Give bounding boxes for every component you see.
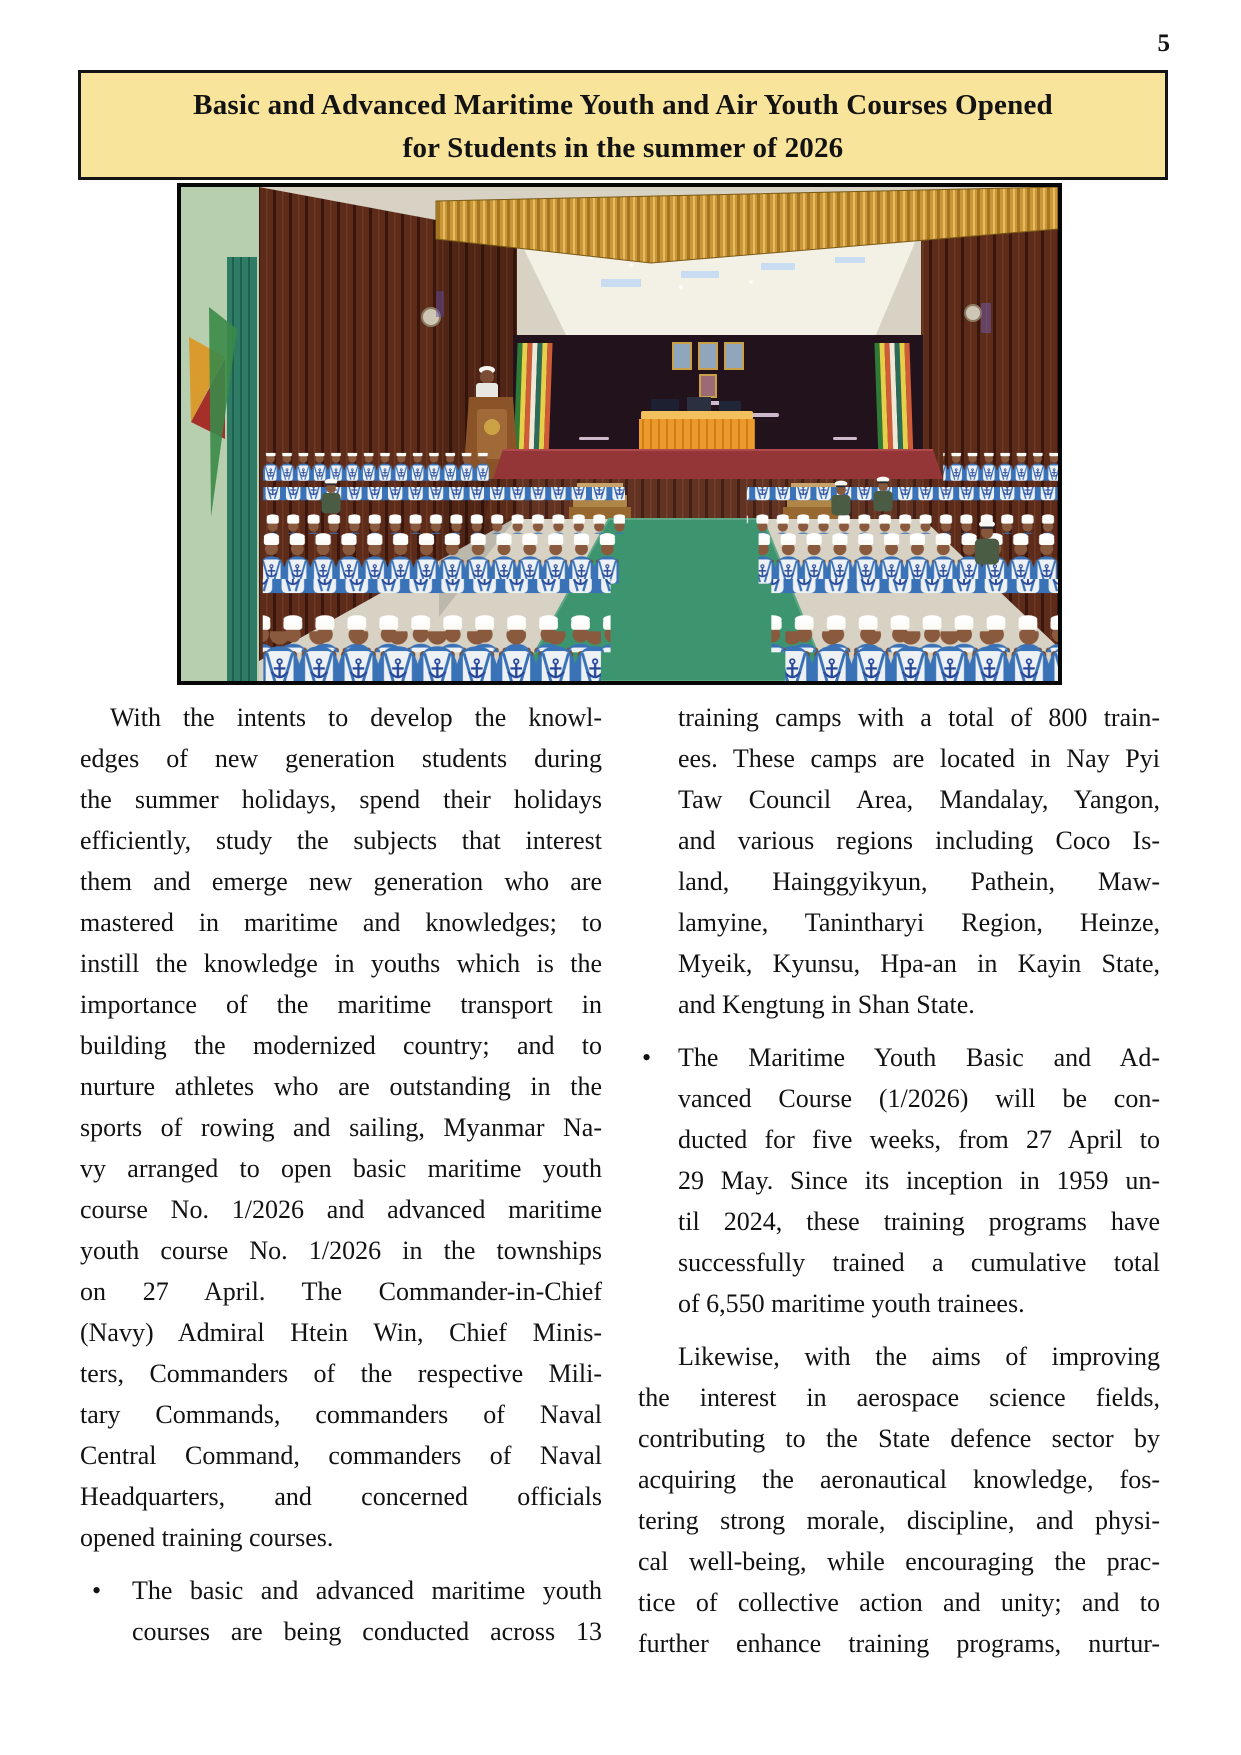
stage-table <box>639 397 755 455</box>
body-line: importance of the maritime transport in <box>80 990 602 1019</box>
body-line: the summer holidays, spend their holidays <box>80 785 602 814</box>
body-line: tice of collective action and unity; and to <box>638 1588 1160 1617</box>
body-line: til 2024, these training programs have <box>678 1207 1160 1236</box>
body-line: and Kengtung in Shan State. <box>678 990 975 1019</box>
body-line: youth course No. 1/2026 in the townships <box>80 1236 602 1265</box>
bullet-line <box>638 1037 1160 1078</box>
bullet-marker: • <box>642 1043 652 1072</box>
body-line: contributing to the State defence sector by <box>638 1424 1160 1453</box>
article-photo <box>177 183 1062 685</box>
bullet-text: The Maritime Youth Basic and Ad- <box>678 1043 1160 1072</box>
body-line: of 6,550 maritime youth trainees. <box>678 1289 1025 1318</box>
body-line: successfully trained a cumulative total <box>678 1248 1160 1277</box>
body-line: ters, Commanders of the respective Mili- <box>80 1359 602 1388</box>
body-line: mastered in maritime and knowledges; to <box>80 908 602 937</box>
body-line: cal well-being, while encouraging the prac- <box>638 1547 1160 1576</box>
body-line: acquiring the aeronautical knowledge, fos- <box>638 1465 1160 1494</box>
body-line: edges of new generation students during <box>80 744 602 773</box>
column-left <box>80 697 602 1652</box>
body-line: further enhance training programs, nurtur- <box>638 1629 1160 1658</box>
bullet-marker: • <box>92 1576 102 1605</box>
column-right <box>638 697 1160 1664</box>
body-line: lamyine, Tanintharyi Region, Heinze, <box>678 908 1160 937</box>
bullet-line <box>80 1570 602 1611</box>
body-line: With the intents to develop the knowl- <box>110 703 602 732</box>
body-line: land, Hainggyikyun, Pathein, Maw- <box>678 867 1160 896</box>
body-line: the interest in aerospace science fields, <box>638 1383 1160 1412</box>
bullet-text: The basic and advanced maritime youth <box>132 1576 602 1605</box>
body-line: Headquarters, and concerned officials <box>80 1482 602 1511</box>
body-line: courses are being conducted across 13 <box>132 1617 602 1646</box>
banner-title-line-1: Basic and Advanced Maritime Youth and Air Youth Courses Opened <box>193 89 1053 121</box>
body-line: Myeik, Kyunsu, Hpa-an in Kayin State, <box>678 949 1160 978</box>
flag-banner-left <box>514 343 553 449</box>
body-line: (Navy) Admiral Htein Win, Chief Minis- <box>80 1318 602 1347</box>
body-line: them and emerge new generation who are <box>80 867 602 896</box>
body-line: course No. 1/2026 and advanced maritime <box>80 1195 602 1224</box>
body-line: Taw Council Area, Mandalay, Yangon, <box>678 785 1160 814</box>
banner-title-line-2: for Students in the summer of 2026 <box>402 132 844 164</box>
body-line: Central Command, commanders of Naval <box>80 1441 602 1470</box>
title-banner <box>78 70 1168 180</box>
body-line: sports of rowing and sailing, Myanmar Na- <box>80 1113 602 1142</box>
body-line: vy arranged to open basic maritime youth <box>80 1154 602 1183</box>
body-line: ees. These camps are located in Nay Pyi <box>678 744 1160 773</box>
body-line: 29 May. Since its inception in 1959 un- <box>678 1166 1160 1195</box>
body-line: instill the knowledge in youths which is the <box>80 949 602 978</box>
body-line: ducted for five weeks, from 27 April to <box>678 1125 1160 1154</box>
body-line: building the modernized country; and to <box>80 1031 602 1060</box>
page-number: 5 <box>1157 30 1170 57</box>
flag-banner-right <box>874 343 913 449</box>
body-line: and various regions including Coco Is- <box>678 826 1160 855</box>
body-line: vanced Course (1/2026) will be con- <box>678 1084 1160 1113</box>
body-line: on 27 April. The Commander-in-Chief <box>80 1277 602 1306</box>
body-line: opened training courses. <box>80 1523 334 1552</box>
body-line: tary Commands, commanders of Naval <box>80 1400 602 1429</box>
body-line: training camps with a total of 800 train- <box>678 703 1160 732</box>
body-line: tering strong morale, discipline, and physi- <box>638 1506 1160 1535</box>
body-line: Likewise, with the aims of improving <box>678 1342 1160 1371</box>
body-line: nurture athletes who are outstanding in the <box>80 1072 602 1101</box>
auditorium-photo-illustration <box>181 187 1058 681</box>
body-line: efficiently, study the subjects that interest <box>80 826 602 855</box>
